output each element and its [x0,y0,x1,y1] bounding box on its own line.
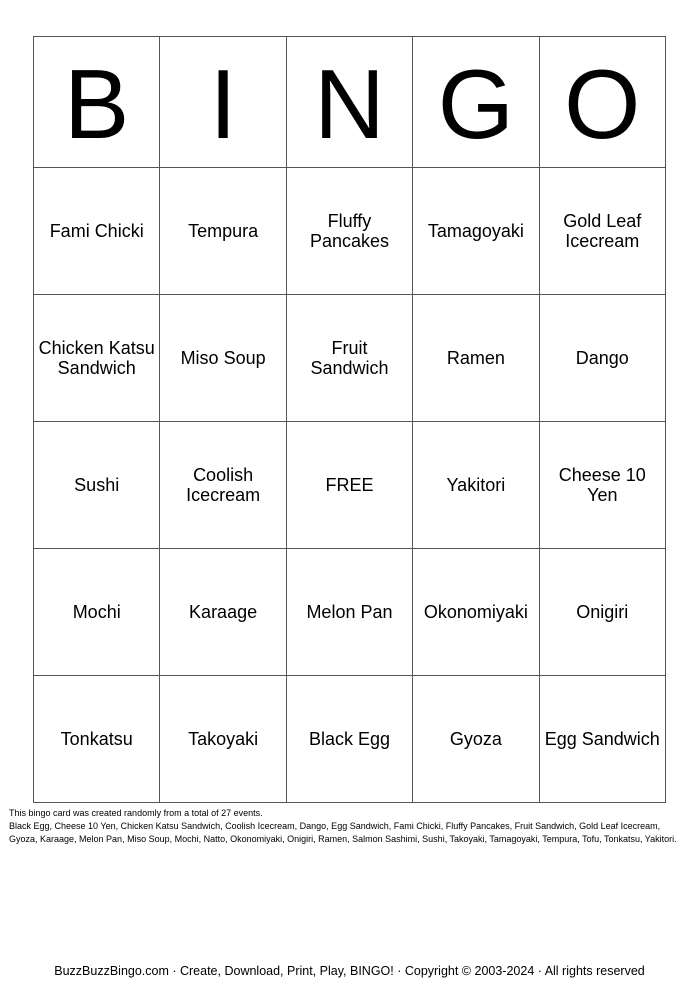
bingo-header-row [34,37,666,168]
bingo-row [34,168,666,295]
bingo-cell: Tamagoyaki [413,168,539,295]
bingo-cell: Chicken Katsu Sandwich [34,295,160,422]
header-letter-g: G [413,37,539,168]
bingo-cell: Onigiri [539,549,665,676]
bingo-row [34,549,666,676]
card-info-intro: This bingo card was created randomly from a total of 27 events. [9,808,263,818]
bingo-cell: Okonomiyaki [413,549,539,676]
header-letter-n: N [286,37,412,168]
bingo-cell: Ramen [413,295,539,422]
bingo-cell: Cheese 10 Yen [539,422,665,549]
bingo-cell: Sushi [34,422,160,549]
bingo-cell: Fami Chicki [34,168,160,295]
free-space-cell: FREE [286,422,412,549]
bingo-cell: Tonkatsu [34,676,160,803]
bingo-cell: Egg Sandwich [539,676,665,803]
header-letter-o: O [539,37,665,168]
site-footer: BuzzBuzzBingo.com · Create, Download, Print, Play, BINGO! · Copyright © 2003-2024 · All rights reserved [54,964,645,978]
bingo-cell: Black Egg [286,676,412,803]
bingo-cell: Miso Soup [160,295,286,422]
bingo-cell: Melon Pan [286,549,412,676]
bingo-card [33,36,666,803]
bingo-cell: Dango [539,295,665,422]
bingo-cell: Karaage [160,549,286,676]
card-info [9,807,689,846]
header-letter-b: B [34,37,160,168]
bingo-cell: Mochi [34,549,160,676]
header-letter-i: I [160,37,286,168]
bingo-cell: Fruit Sandwich [286,295,412,422]
bingo-cell: Gyoza [413,676,539,803]
bingo-row [34,676,666,803]
bingo-cell: Fluffy Pancakes [286,168,412,295]
bingo-cell: Yakitori [413,422,539,549]
bingo-cell: Takoyaki [160,676,286,803]
bingo-row [34,422,666,549]
bingo-cell: Tempura [160,168,286,295]
bingo-cell: Gold Leaf Icecream [539,168,665,295]
bingo-row [34,295,666,422]
bingo-cell: Coolish Icecream [160,422,286,549]
event-list: Black Egg, Cheese 10 Yen, Chicken Katsu Sandwich, Coolish Icecream, Dango, Egg Sandwich, Fami Chicki, Fluffy Pancakes, Fruit Sandwich, Gold Leaf Icecream, Gyoza, Karaage, Melon Pan, Miso Soup, Mochi, Natto, Okonomiyaki, Onigiri, Ramen, Salmon Sashimi, Sushi, Takoyaki, Tamagoyaki, Tempura, Tofu, Tonkatsu, Yakitori. [9,821,677,844]
